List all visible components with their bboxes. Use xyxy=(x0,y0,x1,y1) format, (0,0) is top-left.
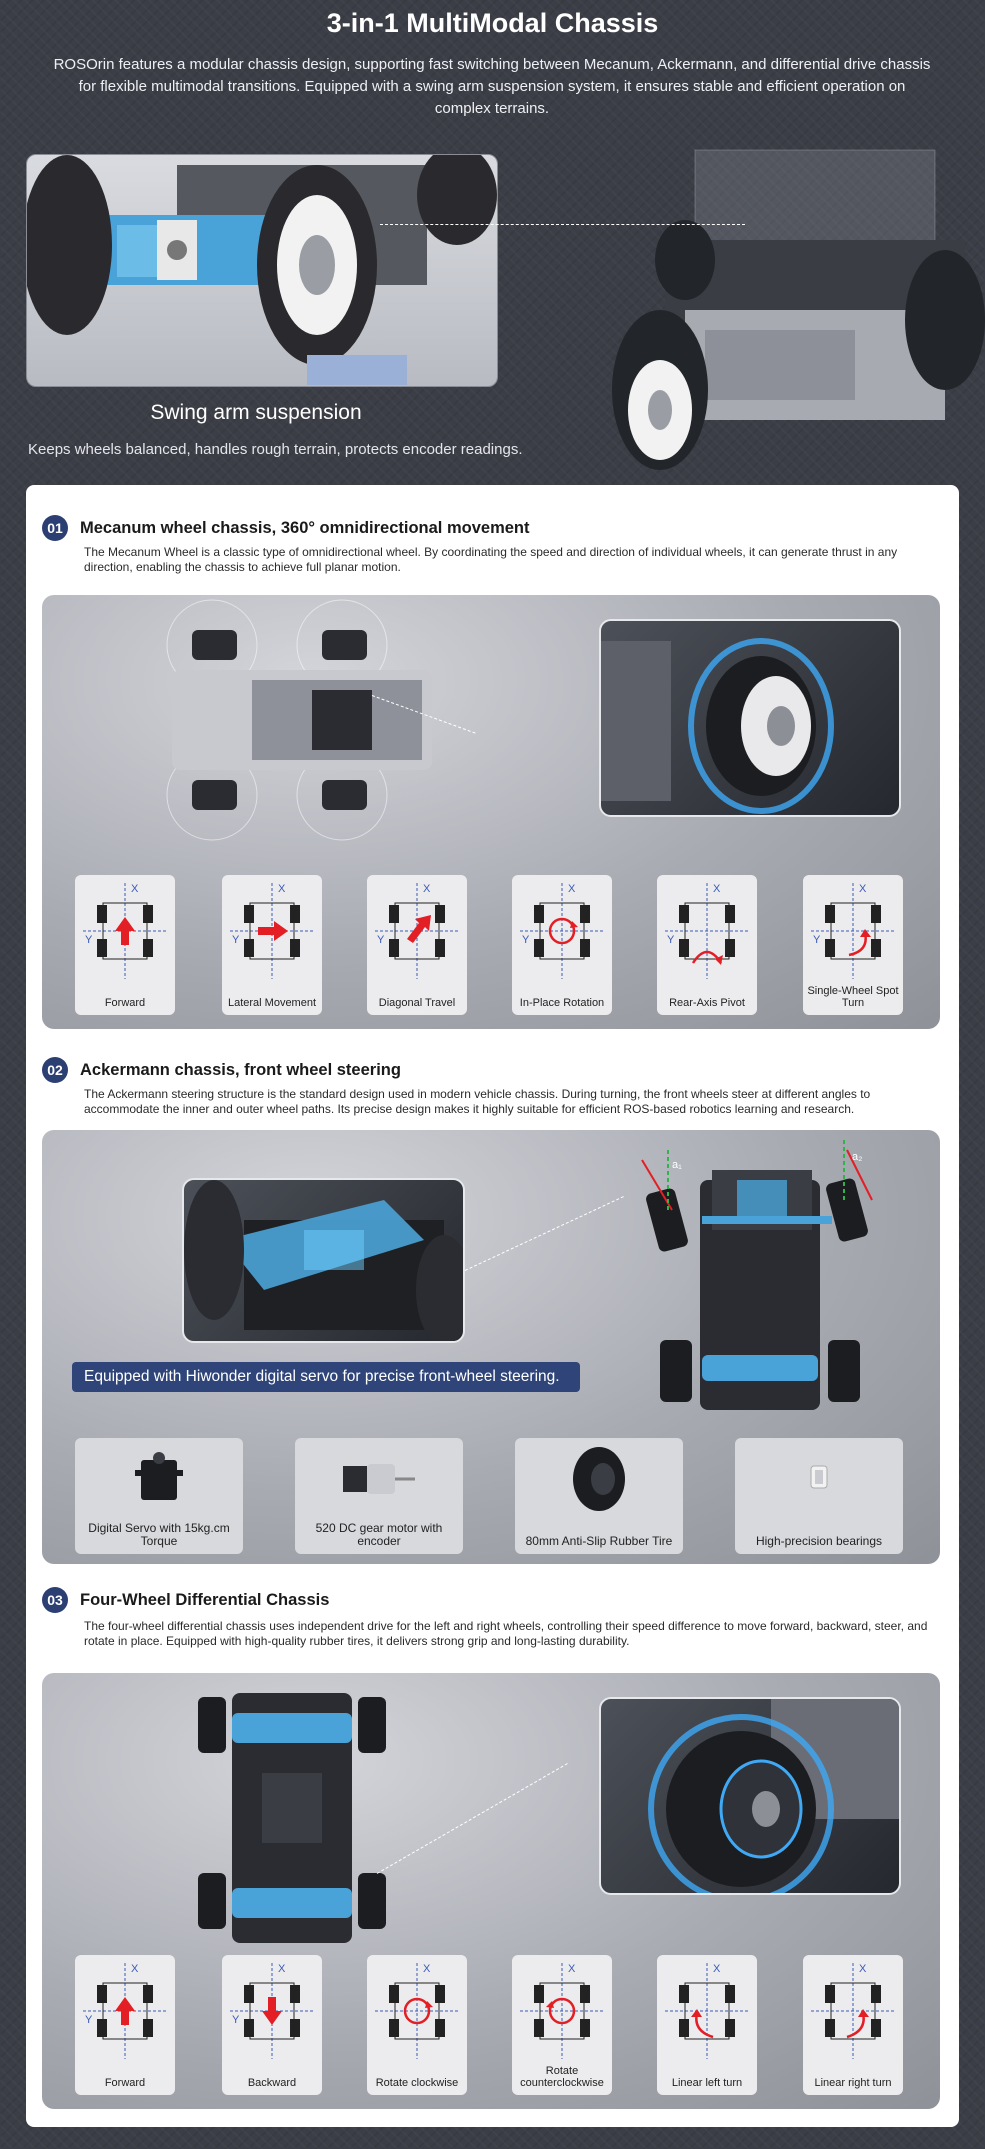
motion-mode-tile xyxy=(75,875,175,1015)
mecanum-wheel-closeup xyxy=(599,619,901,817)
lateral-motion-diagram xyxy=(228,881,316,981)
mode-label: Rotate counterclockwise xyxy=(520,2065,604,2089)
motion-mode-tile xyxy=(512,1955,612,2095)
bearing-icon xyxy=(807,1462,831,1492)
motion-mode-tile xyxy=(657,875,757,1015)
motion-mode-tile xyxy=(367,875,467,1015)
mode-label: Single-Wheel Spot Turn xyxy=(807,985,899,1009)
motion-mode-tile xyxy=(512,875,612,1015)
part-label: 80mm Anti-Slip Rubber Tire xyxy=(525,1534,673,1548)
forward-motion-diagram xyxy=(81,881,169,981)
feature-title: Swing arm suspension xyxy=(150,401,362,424)
differential-chassis-image xyxy=(192,1683,392,1953)
rubber-tire-icon xyxy=(567,1444,631,1514)
mode-label: Rear-Axis Pivot xyxy=(669,997,745,1009)
axis-x-label: X xyxy=(568,1963,576,1975)
digital-servo-icon xyxy=(129,1446,189,1506)
axis-x-label: X xyxy=(278,1963,286,1975)
forward-motion-diagram xyxy=(81,1961,169,2061)
callout-line xyxy=(465,1196,624,1271)
mode-label: Lateral Movement xyxy=(227,997,317,1009)
mode-label: Linear right turn xyxy=(814,2077,892,2089)
diagonal-motion-diagram xyxy=(373,881,461,981)
part-tile xyxy=(75,1438,243,1554)
mode-label: Forward xyxy=(104,997,146,1009)
axis-y-label: Y xyxy=(232,2014,240,2026)
section-description: The four-wheel differential chassis uses independent drive for the left and right wheels, controlling their speed difference to move forward, backward, steer, and rotate in place. Equipped with high-quality rubber tires, it delivers strong grip and long-lasting durability. xyxy=(84,1619,928,1648)
section-description: The Mecanum Wheel is a classic type of omnidirectional wheel. By coordinating the speed and direction of individual wheels, it can generate thrust in any direction, enabling the chassis to achieve full planar motion. xyxy=(84,545,898,574)
axis-x-label: X xyxy=(859,1963,867,1975)
mode-label: Diagonal Travel xyxy=(378,997,456,1009)
part-label: High-precision bearings xyxy=(755,1534,883,1548)
rotation-motion-diagram xyxy=(518,881,606,981)
linear-right-turn-diagram xyxy=(809,1961,897,2061)
motion-mode-tile xyxy=(222,1955,322,2095)
axis-x-label: X xyxy=(423,883,431,895)
axis-x-label: X xyxy=(131,1963,139,1975)
motion-mode-tile xyxy=(367,1955,467,2095)
axis-x-label: X xyxy=(713,883,721,895)
axis-x-label: X xyxy=(423,1963,431,1975)
axis-y-label: Y xyxy=(522,934,530,946)
motion-mode-tile xyxy=(222,875,322,1015)
axis-x-label: X xyxy=(713,1963,721,1975)
angle-label-a1: a₁ xyxy=(672,1159,682,1171)
rotate-counterclockwise-diagram xyxy=(518,1961,606,2061)
section-title: Mecanum wheel chassis, 360° omnidirectional movement xyxy=(80,518,530,537)
motion-mode-tile xyxy=(657,1955,757,2095)
page-title: 3-in-1 MultiModal Chassis xyxy=(326,8,659,38)
section-number: 02 xyxy=(42,1057,68,1083)
part-tile xyxy=(295,1438,463,1554)
axis-y-label: Y xyxy=(667,934,675,946)
part-label: Digital Servo with 15kg.cm Torque xyxy=(88,1521,230,1548)
mecanum-panel xyxy=(42,595,940,1029)
callout-line xyxy=(377,1763,568,1874)
feature-description: Keeps wheels balanced, handles rough terrain, protects encoder readings. xyxy=(28,441,523,458)
ackermann-panel xyxy=(42,1130,940,1564)
mode-label: Backward xyxy=(247,2077,297,2089)
linear-left-turn-diagram xyxy=(663,1961,751,2061)
mode-label: Linear left turn xyxy=(671,2077,743,2089)
section-title: Four-Wheel Differential Chassis xyxy=(80,1590,330,1609)
section-number: 01 xyxy=(42,515,68,541)
mode-label: In-Place Rotation xyxy=(519,997,605,1009)
content-card xyxy=(26,485,959,2127)
section-header xyxy=(42,515,530,541)
axis-x-label: X xyxy=(568,883,576,895)
ackermann-chassis-image xyxy=(632,1140,902,1430)
angle-label-a2: a₂ xyxy=(852,1151,863,1163)
section-title: Ackermann chassis, front wheel steering xyxy=(80,1060,401,1079)
swing-arm-closeup-image xyxy=(26,154,498,387)
mecanum-chassis-image xyxy=(152,595,482,845)
mode-label: Forward xyxy=(104,2077,146,2089)
rubber-wheel-closeup xyxy=(599,1697,901,1895)
chassis-render-image xyxy=(605,120,985,480)
section-description: The Ackermann steering structure is the standard design used in modern vehicle chassis. During turning, the front wheels steer at different angles to accommodate the inner and outer wheel paths. Its precise design makes it highly suitable for efficient ROS-based robotics learning and research. xyxy=(84,1087,871,1116)
servo-banner: Equipped with Hiwonder digital servo for precise front-wheel steering. xyxy=(72,1362,580,1392)
axis-x-label: X xyxy=(859,883,867,895)
axis-y-label: Y xyxy=(85,934,93,946)
axis-x-label: X xyxy=(278,883,286,895)
axis-y-label: Y xyxy=(813,934,821,946)
spot-turn-motion-diagram xyxy=(809,881,897,981)
motion-mode-tile xyxy=(803,1955,903,2095)
axis-y-label: Y xyxy=(377,934,385,946)
part-label: 520 DC gear motor with encoder xyxy=(315,1521,443,1548)
callout-line xyxy=(380,224,745,225)
part-tile xyxy=(735,1438,903,1554)
mode-label: Rotate clockwise xyxy=(375,2077,459,2089)
section-header xyxy=(42,1057,401,1083)
gear-motor-icon xyxy=(339,1458,419,1498)
rotate-clockwise-diagram xyxy=(373,1961,461,2061)
motion-mode-tile xyxy=(803,875,903,1015)
backward-motion-diagram xyxy=(228,1961,316,2061)
section-number: 03 xyxy=(42,1587,68,1613)
motion-mode-tile xyxy=(75,1955,175,2095)
section-header xyxy=(42,1587,329,1613)
hero-description: ROSOrin features a modular chassis design, supporting fast switching between Mecanum, Ackermann, and differential drive chassis for flexible multimodal transitions. Equipped with a swing arm suspension system, it ensures stable and efficient operation on complex terrains. xyxy=(53,56,931,117)
steering-servo-closeup xyxy=(182,1178,465,1343)
hero-section xyxy=(0,0,985,485)
part-tile xyxy=(515,1438,683,1554)
axis-y-label: Y xyxy=(85,2014,93,2026)
axis-y-label: Y xyxy=(232,934,240,946)
rear-pivot-motion-diagram xyxy=(663,881,751,981)
axis-x-label: X xyxy=(131,883,139,895)
differential-panel xyxy=(42,1673,940,2109)
